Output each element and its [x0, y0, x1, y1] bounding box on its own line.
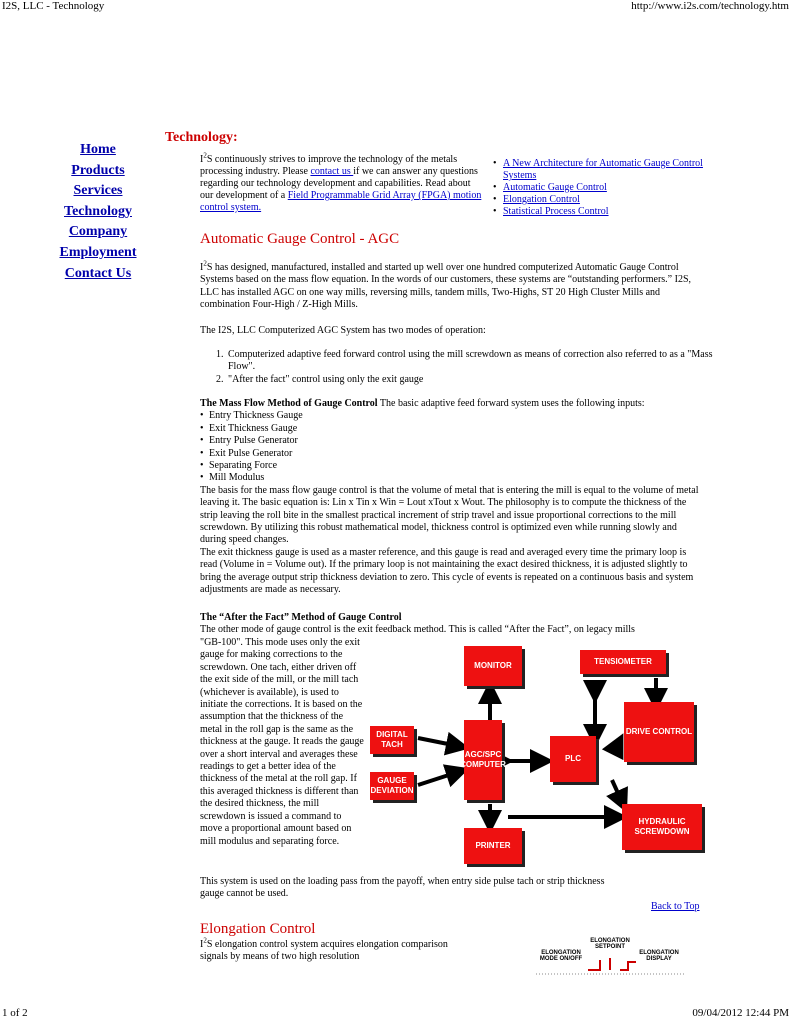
agc-paragraph-1: $I^2S$ has designed, manufactured, installed and started up well over one hundred computerized Automatic Gauge Control Systems based on the mass flow equation. In the words of our customers, these systems are “outstanding performers.” I2S, LLC has installed AGC on one way mills, reversing mills, tandem mills, Two-Highs, ST 20 High Cluster Mills and combination Four-High / Z-High Mills.: [200, 259, 692, 311]
aft-heading: The “After the Fact” Method of Gauge Control: [200, 612, 402, 623]
nav-contact-link[interactable]: Contact Us: [64, 265, 132, 281]
contact-us-link[interactable]: contact us: [310, 166, 354, 177]
nav-company-link[interactable]: Company: [68, 224, 128, 240]
agc-heading: Automatic Gauge Control - AGC: [200, 231, 400, 247]
elongation-arrows: [530, 938, 690, 984]
list-item: [493, 206, 708, 218]
elongation-diagram: [530, 938, 690, 984]
nav-technology-link[interactable]: Technology: [64, 203, 132, 219]
aft-section: [200, 612, 700, 637]
quicklinks-list: [493, 158, 708, 218]
elongation-heading: Elongation Control: [200, 921, 316, 937]
list-item: • Entry Pulse Generator: [200, 435, 700, 447]
intro-paragraph: $I^2S$ continuously strives to improve the technology of the metals processing industry. Please contact us if we can answer any questions regarding our technology development and capabilities. Read about our development of a Field Programmable Grid Array (FPGA) motion control system.: [200, 151, 482, 213]
fpga-link[interactable]: Field Programmable Grid Array (FPGA) motion control system.: [200, 190, 482, 213]
gauge-deviation-box: GAUGE DEVIATION: [370, 772, 414, 800]
print-footer-date: 09/04/2012 12:44 PM: [692, 1007, 789, 1019]
elongation-paragraph: $I^2S$ elongation control system acquires elongation comparison signals by means of two high resolution: [200, 936, 448, 963]
nav-products-link[interactable]: Products: [71, 162, 125, 178]
quicklink-spc[interactable]: Statistical Process Control: [503, 206, 609, 217]
list-item: • Exit Pulse Generator: [200, 448, 700, 460]
main-nav: [40, 140, 156, 284]
hydraulic-screwdown-box: HYDRAULIC SCREWDOWN: [622, 804, 702, 850]
back-to-top-link[interactable]: Back to Top: [651, 901, 700, 912]
massflow-section: [200, 398, 700, 597]
list-item: 1. Computerized adaptive feed forward control using the mill screwdown as means of correction also referred to as a "Mass Flow".: [226, 349, 726, 374]
list-item: [493, 182, 708, 194]
quicklink-agc[interactable]: Automatic Gauge Control: [503, 182, 607, 193]
modes-list: [200, 349, 726, 386]
list-item: [493, 194, 708, 206]
print-header-title: I2S, LLC - Technology: [2, 0, 105, 12]
plc-box: PLC: [550, 736, 596, 782]
drive-control-box: DRIVE CONTROL: [624, 702, 694, 762]
tensiometer-box: TENSIOMETER: [580, 650, 666, 674]
print-footer-page: 1 of 2: [2, 1007, 28, 1019]
exit-gauge-paragraph: The exit thickness gauge is used as a master reference, and this gauge is read and averaged every time the primary loop is read (Volume in = Volume out). If the primary loop is not maintaining the exact desired thickness, it is adjusted slightly to bring the average output strip thickness deviation to zero. This cycle of events is repeated on a continuous basis and system adjustments are made as necessary.: [200, 546, 694, 596]
quicklink-elongation[interactable]: Elongation Control: [503, 194, 580, 205]
elongation-setpoint-label: ELONGATION SETPOINT: [590, 938, 630, 950]
massflow-heading: The Mass Flow Method of Gauge Control: [200, 398, 378, 409]
list-item: 2. "After the fact" control using only the exit gauge: [226, 374, 726, 386]
agc-system-diagram: [360, 640, 720, 870]
page-title: Technology:: [165, 130, 238, 145]
list-item: • Mill Modulus: [200, 472, 700, 484]
elongation-display-label: ELONGATION DISPLAY: [639, 950, 679, 962]
list-item: • Exit Thickness Gauge: [200, 423, 700, 435]
nav-employment-link[interactable]: Employment: [59, 244, 137, 260]
monitor-box: MONITOR: [464, 646, 522, 686]
quicklink-architecture[interactable]: A New Architecture for Automatic Gauge Control Systems: [503, 158, 703, 181]
nav-home-link[interactable]: Home: [80, 142, 116, 157]
list-item: • Entry Thickness Gauge: [200, 410, 700, 422]
aft-end-paragraph: This system is used on the loading pass from the payoff, when entry side pulse tach or strip thickness gauge cannot be used.: [200, 876, 605, 900]
agc-spc-computer-box: AGC/SPC COMPUTER: [464, 720, 502, 800]
print-header-url: http://www.i2s.com/technology.htm: [631, 0, 789, 12]
agc-paragraph-2: The I2S, LLC Computerized AGC System has two modes of operation:: [200, 325, 486, 336]
list-item: • Separating Force: [200, 460, 700, 472]
inputs-list: [200, 410, 700, 484]
list-item: [493, 158, 708, 182]
printer-box: PRINTER: [464, 828, 522, 864]
massflow-paragraph: The basis for the mass flow gauge control is that the volume of metal that is entering the mill is equal to the volume of metal leaving it. The basic equation is: Lin x Tin x Win = Lout xTout x Wout. The philosophy is to compute the thickness of the strip leaving the roll bite in the smallest practical increment of strip travel and issue proportional corrections to the mill screwdown. By utilizing this robust mathematical model, thickness control is optimized even while running slowly and during speed changes.: [200, 484, 699, 546]
massflow-line: The Mass Flow Method of Gauge Control The basic adaptive feed forward system uses the following inputs:: [200, 398, 645, 409]
digital-tach-box: DIGITAL TACH: [370, 726, 414, 754]
aft-line: The other mode of gauge control is the exit feedback method. This is called “After the Fact”, on legacy mills: [200, 624, 635, 636]
aft-column-text: "GB-100". This mode uses only the exit gauge for making corrections to the screwdown. One tach, either driven off the exit side of the mill, or the mill tach (whichever is available), is used to initiate the corrections. It is based on the assumption that the thickness of the metal in the roll gap is the same as the thickness at the gauge. It reads the gauge over a short interval and averages these readings to get a better idea of the thickness of the metal at the roll gap. If this averaged thickness is different than the desired thickness, the mill screwdown is issued a command to move a proportional amount based on mill modulus and separating force.: [200, 637, 364, 847]
nav-services-link[interactable]: Services: [73, 183, 123, 199]
elongation-mode-label: ELONGATION MODE ON/OFF: [539, 950, 583, 962]
